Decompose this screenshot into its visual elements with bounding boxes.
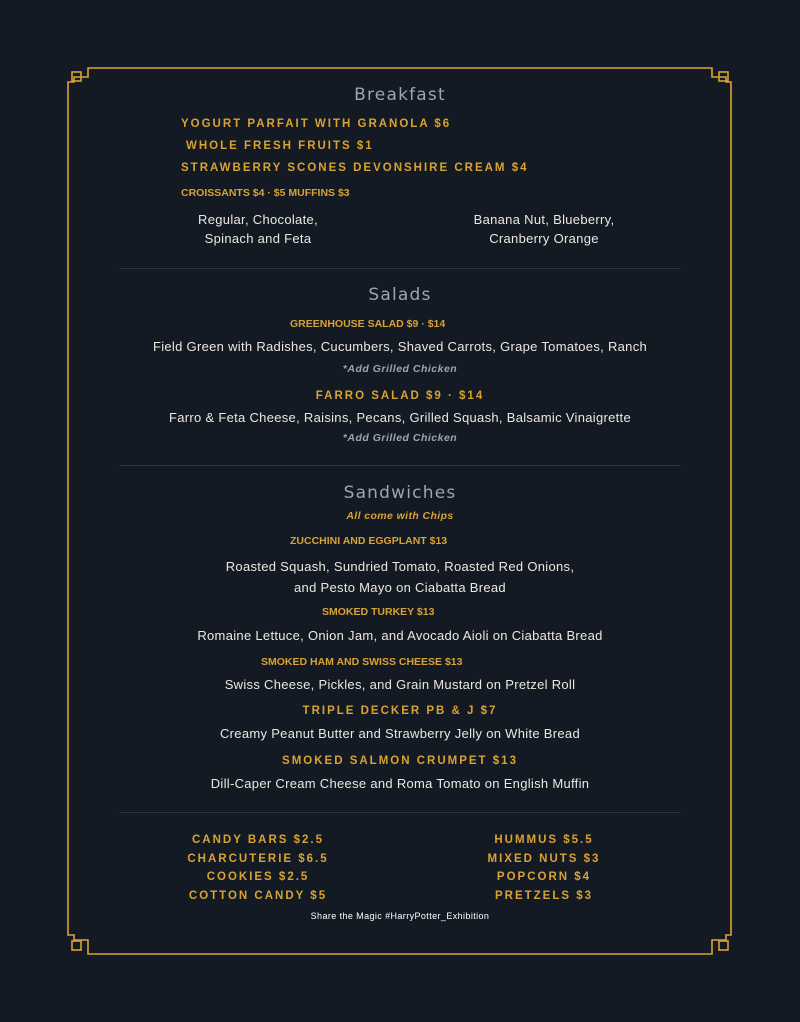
menu-item-ham-swiss: SMOKED HAM AND SWISS CHEESE $13 bbox=[261, 656, 463, 668]
snack-item-candy-bars: CANDY BARS $2.5 bbox=[191, 834, 325, 846]
footer-hashtag: Share the Magic #HarryPotter_Exhibition bbox=[310, 911, 490, 921]
muffin-flavors-line: Cranberry Orange bbox=[489, 231, 599, 246]
salads-title: Salads bbox=[368, 285, 432, 305]
greenhouse-salad-note: *Add Grilled Chicken bbox=[342, 363, 458, 375]
croissant-flavors bbox=[158, 210, 358, 248]
menu-item-pbj: TRIPLE DECKER PB & J $7 bbox=[302, 705, 498, 717]
muffin-flavors bbox=[444, 210, 644, 248]
muffin-flavors-line: Banana Nut, Blueberry, bbox=[473, 212, 615, 227]
menu-item-strawberry-scones: STRAWBERRY SCONES DEVONSHIRE CREAM $4 bbox=[181, 162, 529, 174]
zucchini-eggplant-description bbox=[0, 556, 800, 598]
menu-item-zucchini-eggplant: ZUCCHINI AND EGGPLANT $13 bbox=[290, 535, 448, 547]
sandwiches-subtitle: All come with Chips bbox=[346, 510, 454, 522]
snack-item-hummus: HUMMUS $5.5 bbox=[494, 834, 594, 846]
snacks-right-column bbox=[444, 831, 644, 905]
section-divider bbox=[119, 268, 681, 269]
snack-item-cotton-candy: COTTON CANDY $5 bbox=[188, 889, 328, 902]
description-line: and Pesto Mayo on Ciabatta Bread bbox=[294, 580, 506, 595]
menu-item-smoked-turkey: SMOKED TURKEY $13 bbox=[322, 606, 435, 618]
menu-item-smoked-salmon: SMOKED SALMON CRUMPET $13 bbox=[282, 755, 518, 767]
snack-item-mixed-nuts: MIXED NUTS $3 bbox=[487, 852, 601, 865]
menu-item-greenhouse-salad: GREENHOUSE SALAD $9 · $14 bbox=[290, 318, 446, 330]
menu-item-yogurt-parfait: YOGURT PARFAIT WITH GRANOLA $6 bbox=[181, 118, 452, 130]
menu-item-croissants-muffins: CROISSANTS $4 · $5 MUFFINS $3 bbox=[181, 187, 350, 199]
section-divider bbox=[119, 465, 681, 466]
sandwiches-title: Sandwiches bbox=[343, 483, 457, 503]
section-divider bbox=[119, 812, 681, 813]
snack-item-popcorn: POPCORN $4 bbox=[496, 871, 592, 883]
snack-item-charcuterie: CHARCUTERIE $6.5 bbox=[187, 852, 329, 865]
pbj-description: Creamy Peanut Butter and Strawberry Jelly on White Bread bbox=[219, 726, 580, 741]
ham-swiss-description: Swiss Cheese, Pickles, and Grain Mustard on Pretzel Roll bbox=[224, 677, 576, 692]
greenhouse-salad-description: Field Green with Radishes, Cucumbers, Shaved Carrots, Grape Tomatoes, Ranch bbox=[152, 339, 648, 354]
farro-salad-note: *Add Grilled Chicken bbox=[342, 432, 458, 444]
croissant-flavors-line: Regular, Chocolate, bbox=[198, 212, 318, 227]
description-line: Roasted Squash, Sundried Tomato, Roasted Red Onions, bbox=[225, 559, 575, 574]
croissant-flavors-line: Spinach and Feta bbox=[204, 231, 312, 246]
snack-item-pretzels: PRETZELS $3 bbox=[494, 889, 594, 902]
snacks-left-column bbox=[158, 831, 358, 905]
menu-item-farro-salad: FARRO SALAD $9 · $14 bbox=[315, 390, 485, 402]
farro-salad-description: Farro & Feta Cheese, Raisins, Pecans, Grilled Squash, Balsamic Vinaigrette bbox=[169, 410, 631, 425]
smoked-turkey-description: Romaine Lettuce, Onion Jam, and Avocado Aioli on Ciabatta Bread bbox=[197, 628, 603, 643]
menu-item-fresh-fruits: WHOLE FRESH FRUITS $1 bbox=[186, 140, 374, 152]
breakfast-title: Breakfast bbox=[354, 85, 446, 105]
snack-item-cookies: COOKIES $2.5 bbox=[206, 871, 310, 883]
smoked-salmon-description: Dill-Caper Cream Cheese and Roma Tomato on English Muffin bbox=[210, 776, 590, 791]
